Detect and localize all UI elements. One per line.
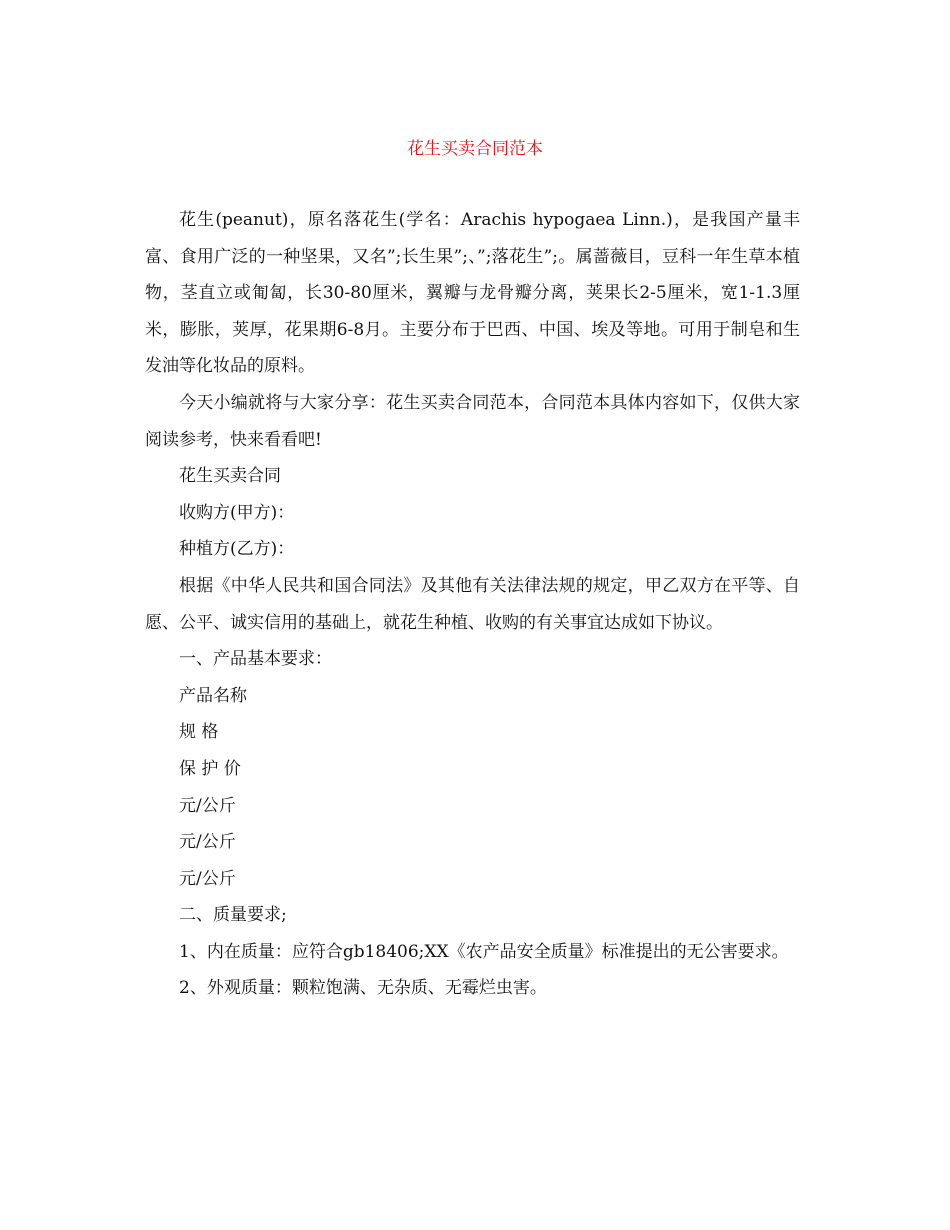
product-name-label: 产品名称 [179,685,247,706]
unit-price-line: 元/公斤 [179,832,236,853]
paragraph-share: 今天小编就将与大家分享：花生买卖合同范本，合同范本具体内容如下，仅供大家阅读参考，快来看看吧! [145,392,800,450]
unit-price-line: 元/公斤 [179,795,236,816]
section-quality-requirements: 二、质量要求; [179,905,287,926]
contract-heading: 花生买卖合同 [179,466,281,487]
paragraph-intro: 花生(peanut)，原名落花生(学名：Arachis hypogaea Linn.)，是我国产量丰富、食用广泛的一种坚果，又名”;长生果”;、”;落花生”;。属蔷薇目，豆科一年生草本植物，茎直立或匍匐，长30-80厘米，翼瓣与龙骨瓣分离，荚果长2-5厘米，宽1-1.3厘米，膨胀，荚厚，花果期6-8月。主要分布于巴西、中国、埃及等地。可用于制皂和生发油等化妆品的原料。 [145,210,800,377]
paragraph-basis: 根据《中华人民共和国合同法》及其他有关法律法规的规定，甲乙双方在平等、自愿、公平、诚实信用的基础上，就花生种植、收购的有关事宜达成如下协议。 [145,575,800,633]
unit-price-line: 元/公斤 [179,868,236,889]
spec-label: 规 格 [179,722,219,743]
document-body [145,202,800,1007]
quality-appearance: 2、外观质量：颗粒饱满、无杂质、无霉烂虫害。 [179,978,547,999]
section-product-requirements: 一、产品基本要求： [179,649,332,670]
protection-price-label: 保 护 价 [179,758,241,779]
buyer-party: 收购方(甲方)： [179,502,295,523]
quality-internal: 1、内在质量：应符合gb18406;XX《农产品安全质量》标准提出的无公害要求。 [179,941,789,962]
document-title: 花生买卖合同范本 [407,139,543,159]
grower-party: 种植方(乙方)： [179,539,295,560]
